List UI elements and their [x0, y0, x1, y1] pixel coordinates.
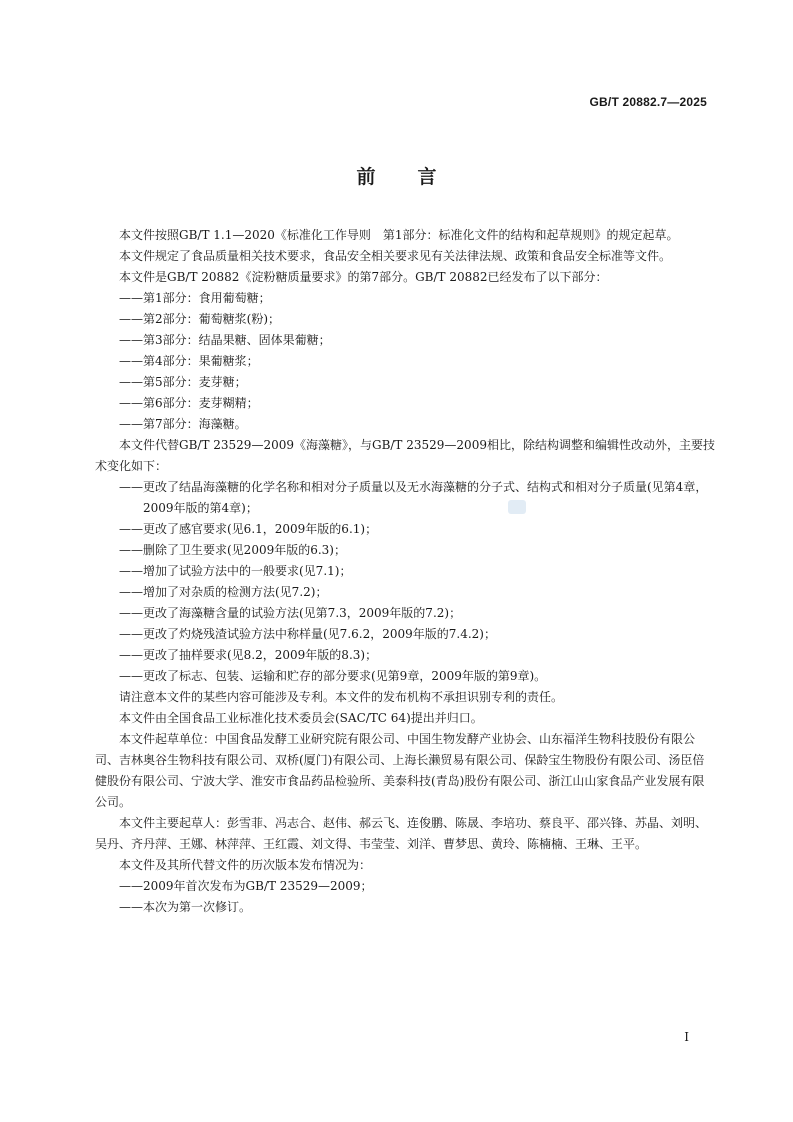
change-list-item: ——更改了感官要求(见6.1，2009年版的6.1)；	[119, 522, 378, 536]
page-title: 前言	[356, 166, 479, 188]
history-paragraph: 本文件及其所代替文件的历次版本发布情况为：	[119, 858, 372, 872]
drafters-paragraph: 本文件主要起草人：彭雪菲、冯志合、赵伟、郝云飞、连俊鹏、陈晟、李培功、蔡良平、邵兴锋、苏晶、刘明、吴丹、齐丹萍、王娜、林萍萍、王红霞、刘文得、韦莹莹、刘洋、曹梦思、黄玲、陈楠楠、王琳、王平。	[95, 816, 708, 851]
part-list-item: ——第3部分：结晶果糖、固体果葡糖；	[119, 333, 331, 347]
change-list-item: ——更改了海藻糖含量的试验方法(见第7.3，2009年版的7.2)；	[119, 606, 462, 620]
change-list-item: ——增加了对杂质的检测方法(见7.2)；	[119, 585, 328, 599]
foreword-body	[95, 225, 715, 918]
drafting-rules-paragraph: 本文件按照GB/T 1.1—2020《标准化工作导则 第1部分：标准化文件的结构和起草规则》的规定起草。	[119, 228, 679, 242]
series-paragraph: 本文件是GB/T 20882《淀粉糖质量要求》的第7部分。GB/T 20882已经发布了以下部分：	[119, 270, 608, 284]
part-list-item: ——第7部分：海藻糖。	[119, 417, 247, 431]
part-list-item: ——第5部分：麦芽糖；	[119, 375, 247, 389]
part-list-item: ——第4部分：果葡糖浆；	[119, 354, 259, 368]
part-list-item: ——第6部分：麦芽糊精；	[119, 396, 259, 410]
part-list-item: ——第1部分：食用葡萄糖；	[119, 291, 271, 305]
drafting-units-paragraph: 本文件起草单位：中国食品发酵工业研究院有限公司、中国生物发酵产业协会、山东福洋生物科技股份有限公司、吉林奥谷生物科技有限公司、双桥(厦门)有限公司、上海长濑贸易有限公司、保龄宝生物股份有限公司、汤臣倍健股份有限公司、宁波大学、淮安市食品药品检验所、美泰科技(青岛)股份有限公司、浙江山山家食品产业发展有限公司。	[95, 732, 705, 809]
change-list-item: ——更改了灼烧残渣试验方法中称样量(见7.6.2，2009年版的7.4.2)；	[119, 627, 496, 641]
proposer-paragraph: 本文件由全国食品工业标准化技术委员会(SAC/TC 64)提出并归口。	[119, 711, 483, 725]
part-list-item: ——第2部分：葡萄糖浆(粉)；	[119, 312, 280, 326]
scope-paragraph: 本文件规定了食品质量相关技术要求，食品安全相关要求见有关法律法规、政策和食品安全标准等文件。	[119, 249, 672, 263]
change-list-item: ——删除了卫生要求(见2009年版的6.3)；	[119, 543, 346, 557]
change-list-item: ——更改了抽样要求(见8.2，2009年版的8.3)；	[119, 648, 378, 662]
change-list-item: ——增加了试验方法中的一般要求(见7.1)；	[119, 564, 352, 578]
replacement-paragraph: 本文件代替GB/T 23529—2009《海藻糖》，与GB/T 23529—2009相比，除结构调整和编辑性改动外，主要技术变化如下：	[95, 438, 715, 473]
change-list-item: ——更改了标志、包装、运输和贮存的部分要求(见第9章，2009年版的第9章)。	[119, 669, 547, 683]
standard-code: GB/T 20882.7—2025	[589, 95, 707, 109]
patent-notice-paragraph: 请注意本文件的某些内容可能涉及专利。本文件的发布机构不承担识别专利的责任。	[119, 690, 564, 704]
history-list-item: ——本次为第一次修订。	[119, 900, 252, 914]
history-list-item: ——2009年首次发布为GB/T 23529—2009；	[119, 879, 373, 893]
page-number: I	[684, 1030, 689, 1044]
change-list-item: ——更改了结晶海藻糖的化学名称和相对分子质量以及无水海藻糖的分子式、结构式和相对分子质量(见第4章，2009年版的第4章)；	[119, 480, 708, 515]
